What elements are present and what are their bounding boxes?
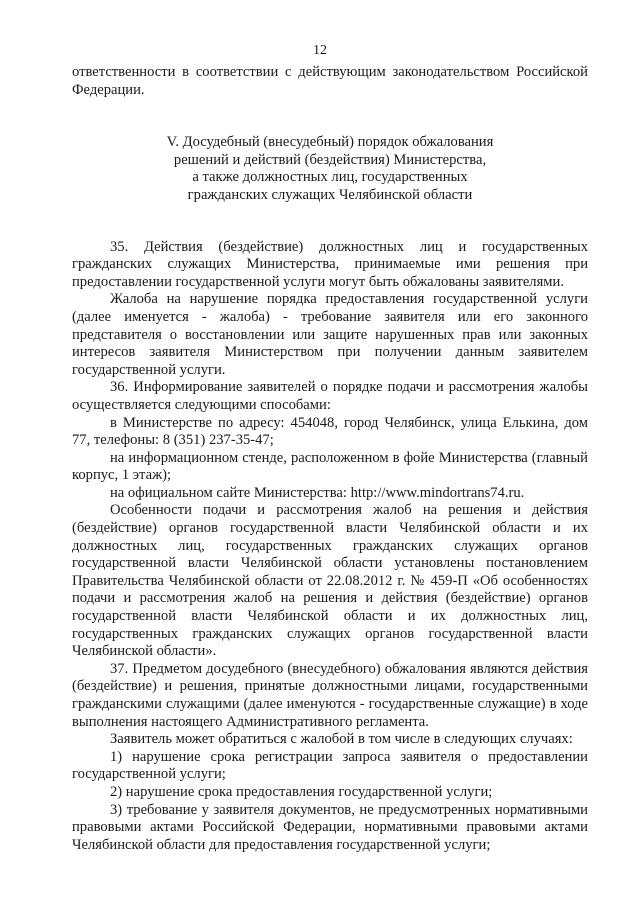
paragraph-35: 35. Действия (бездействие) должностных лиц и государственных гражданских служащих Министерства, принимаемые ими решения при предоставлении государственной услуги могут быть обжалованы заявителями. [72, 238, 588, 290]
paragraph-special-rules: Особенности подачи и рассмотрения жалоб на решения и действия (бездействие) органов государственной власти Челябинской области и их должностных лиц, государственных гражданских служащих органов государственной власти Челябинской области установлены постановлением Правительства Челябинской области от 22.08.2012 г. № 459-П «Об особенностях подачи и рассмотрения жалоб на решения и действия (бездействие) органов государственной власти Челябинской области и их должностных лиц, государственных гражданских служащих органов государственной власти Челябинской области». [72, 502, 588, 660]
section-heading [72, 134, 588, 204]
heading-line: а также должностных лиц, государственных [192, 169, 468, 186]
paragraph-website: на официальном сайте Министерства: http://www.mindortrans74.ru. [110, 484, 525, 501]
document-body [72, 64, 588, 854]
list-item-2: 2) нарушение срока предоставления государственной услуги; [110, 783, 493, 800]
paragraph-info-stand: на информационном стенде, расположенном в фойе Министерства (главный корпус, 1 этаж); [72, 449, 588, 484]
paragraph-complaint-definition: Жалоба на нарушение порядка предоставления государственной услуги (далее именуется - жалоба) - требование заявителя или его законного представителя о восстановлении или защите нарушенных прав или законных интересов заявителя Министерством при получении данным заявителем государственной услуги. [72, 291, 588, 378]
heading-line: решений и действий (бездействия) Министерства, [173, 151, 487, 168]
heading-line: гражданских служащих Челябинской области [187, 186, 473, 203]
page-number: 12 [313, 43, 327, 58]
paragraph-cases-intro: Заявитель может обратиться с жалобой в том числе в следующих случаях: [110, 731, 573, 748]
intro-paragraph: ответственности в соответствии с действующим законодательством Российской Федерации. [72, 64, 588, 98]
paragraph-36: 36. Информирование заявителей о порядке подачи и рассмотрения жалобы осуществляется следующими способами: [72, 379, 588, 413]
list-item-1: 1) нарушение срока регистрации запроса заявителя о предоставлении государственной услуги; [72, 748, 588, 783]
paragraph-address: в Министерстве по адресу: 454048, город Челябинск, улица Елькина, дом 77, телефоны: 8 (351) 237-35-47; [72, 414, 588, 449]
list-item-3: 3) требование у заявителя документов, не предусмотренных нормативными правовыми актами Российской Федерации, нормативными правовыми актами Челябинской области для предоставления государственной услуги; [72, 801, 588, 853]
heading-line: V. Досудебный (внесудебный) порядок обжалования [166, 134, 494, 151]
paragraph-37: 37. Предметом досудебного (внесудебного) обжалования являются действия (бездействие) и решения, принятые должностными лицами, государственными гражданскими служащими (далее именуются - государственные служащие) в ходе выполнения настоящего Административного регламента. [72, 660, 588, 730]
